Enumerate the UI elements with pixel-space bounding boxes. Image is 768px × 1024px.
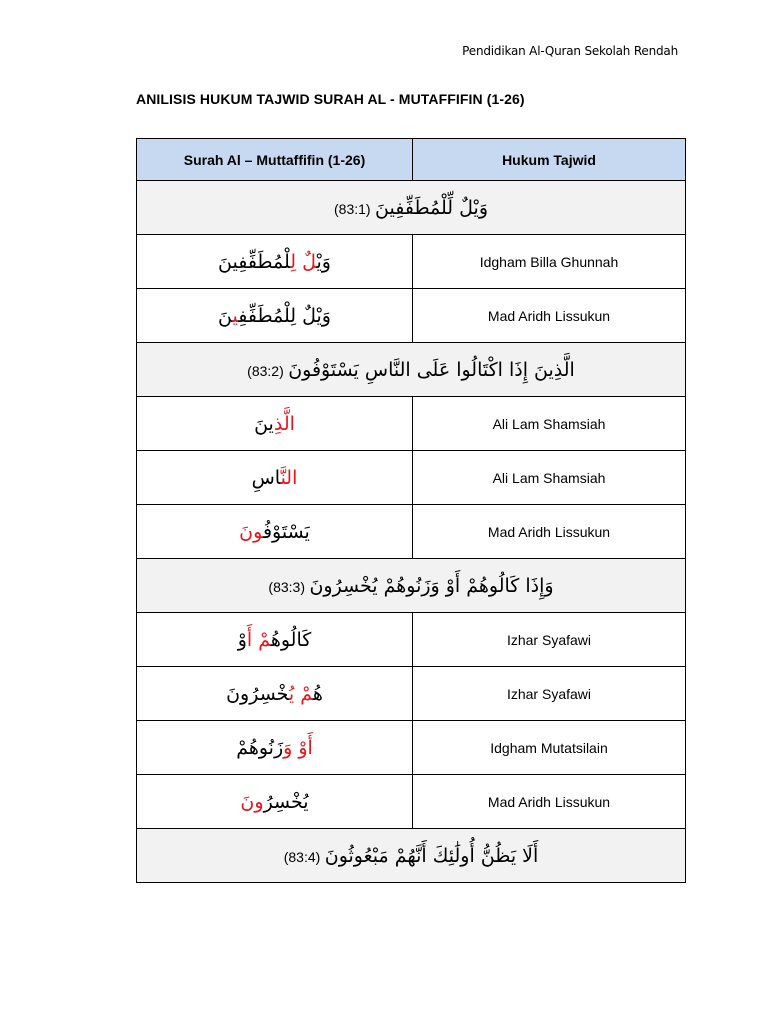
- verse-arabic-text: وَيْلٌ لِّلْمُطَفِّفِينَ: [375, 196, 488, 219]
- tajwid-highlight: أَوْ وَ: [283, 736, 313, 759]
- verse-reference: (83:4): [283, 848, 321, 865]
- hukum-tajwid-cell: Idgham Billa Ghunnah: [413, 235, 686, 289]
- table-row: [137, 397, 686, 451]
- arabic-word: [240, 791, 308, 813]
- arabic-word-cell: [137, 505, 413, 559]
- table-row: [137, 721, 686, 775]
- hukum-tajwid-cell: Idgham Mutatsilain: [413, 721, 686, 775]
- arabic-segment: كَالُوهُ: [270, 628, 312, 651]
- arabic-word-cell: [137, 775, 413, 829]
- verse-row: [137, 829, 686, 883]
- arabic-word-cell: [137, 289, 413, 343]
- verse-cell: [137, 829, 686, 883]
- verse-arabic-text: أَلَا يَظُنُّ أُولَٰئِكَ أَنَّهُمْ مَبْعُوثُونَ: [324, 844, 539, 867]
- arabic-segment: هُ: [312, 682, 323, 705]
- arabic-word-cell: [137, 397, 413, 451]
- arabic-segment: ِلْمُطَفِّفِينَ: [218, 250, 291, 273]
- table-row: [137, 235, 686, 289]
- arabic-segment: وَيْلٌ لِلْمُطَفِّفِ: [238, 304, 331, 327]
- tajwid-highlight: مْ ي: [288, 682, 313, 705]
- arabic-segment: وَيْ: [316, 250, 331, 273]
- arabic-word: [218, 305, 331, 327]
- verse-reference: (83:1): [334, 200, 371, 217]
- verse-reference: (83:2): [247, 362, 284, 379]
- arabic-word-cell: [137, 235, 413, 289]
- verse-row: [137, 181, 686, 235]
- arabic-word-cell: [137, 667, 413, 721]
- column-header-hukum: Hukum Tajwid: [413, 139, 686, 181]
- hukum-tajwid-cell: Mad Aridh Lissukun: [413, 505, 686, 559]
- arabic-word: [239, 521, 310, 543]
- arabic-segment: يَسْتَوْفُ: [262, 520, 310, 543]
- arabic-segment: يُخْسِرُ: [263, 790, 309, 813]
- table-row: [137, 289, 686, 343]
- verse-cell: [137, 559, 686, 613]
- page-title: ANILISIS HUKUM TAJWID SURAH AL - MUTAFFIFIN (1-26): [136, 91, 525, 107]
- table-header-row: [137, 139, 686, 181]
- table-row: [137, 667, 686, 721]
- tajwid-highlight: ي: [232, 304, 239, 327]
- arabic-word-cell: [137, 613, 413, 667]
- arabic-word: [226, 683, 323, 705]
- table-body: [137, 181, 686, 883]
- arabic-segment: ُخْسِرُونَ: [226, 682, 289, 705]
- arabic-segment: َوْ: [237, 628, 247, 651]
- arabic-word: [236, 737, 313, 759]
- hukum-tajwid-cell: Mad Aridh Lissukun: [413, 775, 686, 829]
- arabic-word: [252, 467, 298, 489]
- column-header-surah: Surah Al – Muttaffifin (1-26): [137, 139, 413, 181]
- table-row: [137, 505, 686, 559]
- verse-cell: [137, 181, 686, 235]
- tajwid-highlight: لٌ ل: [290, 250, 317, 273]
- header-note: Pendidikan Al-Quran Sekolah Rendah: [462, 44, 678, 58]
- verse-cell: [137, 343, 686, 397]
- tajwid-highlight: الَّذِ: [273, 412, 295, 435]
- arabic-word: [254, 413, 295, 435]
- hukum-tajwid-cell: Izhar Syafawi: [413, 667, 686, 721]
- verse-reference: (83:3): [268, 578, 305, 595]
- tajwid-table: [136, 138, 686, 883]
- tajwid-highlight: ونَ: [239, 520, 263, 543]
- arabic-segment: اسِ: [251, 466, 281, 489]
- arabic-word: [218, 251, 331, 273]
- table-row: [137, 451, 686, 505]
- arabic-segment: نَ: [218, 304, 233, 327]
- arabic-word-cell: [137, 721, 413, 775]
- hukum-tajwid-cell: Mad Aridh Lissukun: [413, 289, 686, 343]
- table-row: [137, 613, 686, 667]
- arabic-word: [238, 629, 312, 651]
- tajwid-highlight: ونَ: [240, 790, 264, 813]
- arabic-segment: ينَ: [254, 412, 274, 435]
- hukum-tajwid-cell: Ali Lam Shamsiah: [413, 397, 686, 451]
- arabic-segment: زَنُوهُمْ: [236, 736, 284, 759]
- verse-row: [137, 559, 686, 613]
- hukum-tajwid-cell: Izhar Syafawi: [413, 613, 686, 667]
- verse-arabic-text: الَّذِينَ إِذَا اكْتَالُوا عَلَى النَّاسِ يَسْتَوْفُونَ: [288, 358, 575, 381]
- arabic-word-cell: [137, 451, 413, 505]
- tajwid-highlight: النَّ: [280, 466, 298, 489]
- verse-row: [137, 343, 686, 397]
- table-row: [137, 775, 686, 829]
- verse-arabic-text: وَإِذَا كَالُوهُمْ أَوْ وَزَنُوهُمْ يُخْسِرُونَ: [309, 574, 554, 597]
- hukum-tajwid-cell: Ali Lam Shamsiah: [413, 451, 686, 505]
- tajwid-highlight: مْ أ: [246, 628, 271, 651]
